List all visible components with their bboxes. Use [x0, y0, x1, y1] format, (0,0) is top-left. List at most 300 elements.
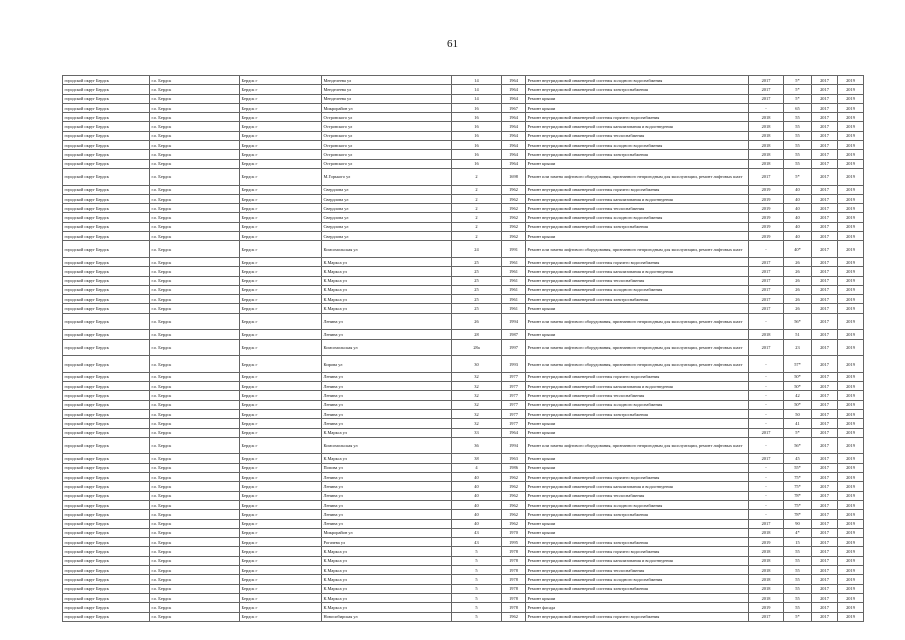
table-row [63, 76, 864, 85]
district-cell: г.о. Бердск [150, 547, 240, 556]
planned-year-cell: - [749, 382, 784, 391]
wear-cell: 75* [784, 482, 812, 491]
end-year-cell: 2019 [838, 122, 864, 131]
end-year-cell: 2019 [838, 538, 864, 547]
build-year-cell: 1995 [502, 538, 526, 547]
house-number-cell: 32 [452, 419, 502, 428]
street-cell: Менделеева ул [322, 76, 452, 85]
end-year-cell: 2019 [838, 575, 864, 584]
district-cell: г.о. Бердск [150, 566, 240, 575]
start-year-cell: 2017 [812, 141, 838, 150]
municipality-cell: городской округ Бердск [63, 213, 150, 222]
work-type-cell: Ремонт фасада [526, 603, 749, 612]
street-cell: Рогачева ул [322, 538, 452, 547]
work-type-cell: Ремонт крыши [526, 304, 749, 313]
start-year-cell: 2017 [812, 428, 838, 437]
end-year-cell: 2019 [838, 510, 864, 519]
house-number-cell: 14 [452, 94, 502, 103]
planned-year-cell: - [749, 491, 784, 500]
settlement-cell: Бердск г [240, 428, 322, 437]
end-year-cell: 2019 [838, 276, 864, 285]
street-cell: Менделеева ул [322, 94, 452, 103]
wear-cell: 5* [784, 85, 812, 94]
municipality-cell: городской округ Бердск [63, 168, 150, 185]
start-year-cell: 2017 [812, 285, 838, 294]
start-year-cell: 2017 [812, 482, 838, 491]
wear-cell: 5* [784, 428, 812, 437]
district-cell: г.о. Бердск [150, 454, 240, 463]
table-row [63, 382, 864, 391]
planned-year-cell: 2017 [749, 519, 784, 528]
end-year-cell: 2019 [838, 419, 864, 428]
end-year-cell: 2019 [838, 547, 864, 556]
table-row [63, 491, 864, 500]
build-year-cell: 1964 [502, 131, 526, 140]
start-year-cell: 2017 [812, 491, 838, 500]
settlement-cell: Бердск г [240, 603, 322, 612]
district-cell: г.о. Бердск [150, 356, 240, 373]
table-row [63, 232, 864, 241]
planned-year-cell: 2017 [749, 612, 784, 621]
build-year-cell: 1978 [502, 584, 526, 593]
house-number-cell: 5 [452, 584, 502, 593]
street-cell: К.Маркса ул [322, 593, 452, 602]
wear-cell: 50* [784, 400, 812, 409]
build-year-cell: 1997 [502, 339, 526, 356]
wear-cell: 50* [784, 382, 812, 391]
municipality-cell: городской округ Бердск [63, 159, 150, 168]
wear-cell: 55 [784, 556, 812, 565]
start-year-cell: 2017 [812, 339, 838, 356]
build-year-cell: 1961 [502, 285, 526, 294]
settlement-cell: Бердск г [240, 419, 322, 428]
settlement-cell: Бердск г [240, 141, 322, 150]
start-year-cell: 2017 [812, 356, 838, 373]
start-year-cell: 2017 [812, 276, 838, 285]
wear-cell: 75* [784, 500, 812, 509]
wear-cell: 41 [784, 419, 812, 428]
municipality-cell: городской округ Бердск [63, 257, 150, 266]
start-year-cell: 2017 [812, 437, 838, 454]
end-year-cell: 2019 [838, 257, 864, 266]
district-cell: г.о. Бердск [150, 194, 240, 203]
start-year-cell: 2017 [812, 603, 838, 612]
district-cell: г.о. Бердск [150, 400, 240, 409]
municipality-cell: городской округ Бердск [63, 372, 150, 381]
settlement-cell: Бердск г [240, 473, 322, 482]
work-type-cell: Ремонт крыши [526, 519, 749, 528]
start-year-cell: 2017 [812, 463, 838, 472]
wear-cell: 15 [784, 538, 812, 547]
work-type-cell: Ремонт крыши [526, 330, 749, 339]
municipality-cell: городской округ Бердск [63, 419, 150, 428]
work-type-cell: Ремонт внутридомовой инженерной системы канализования и водоотведения [526, 482, 749, 491]
end-year-cell: 2019 [838, 313, 864, 330]
settlement-cell: Бердск г [240, 194, 322, 203]
street-cell: К.Маркса ул [322, 556, 452, 565]
street-cell: Свердлова ул [322, 222, 452, 231]
start-year-cell: 2017 [812, 330, 838, 339]
house-number-cell: 25 [452, 304, 502, 313]
house-number-cell: 40 [452, 473, 502, 482]
table-row [63, 400, 864, 409]
work-type-cell: Ремонт крыши [526, 232, 749, 241]
settlement-cell: Бердск г [240, 185, 322, 194]
wear-cell: 42 [784, 391, 812, 400]
table-row [63, 313, 864, 330]
wear-cell: 40 [784, 222, 812, 231]
street-cell: Микрорайон ул [322, 103, 452, 112]
settlement-cell: Бердск г [240, 113, 322, 122]
planned-year-cell: 2018 [749, 131, 784, 140]
house-number-cell: 2 [452, 213, 502, 222]
municipality-cell: городской округ Бердск [63, 185, 150, 194]
end-year-cell: 2019 [838, 463, 864, 472]
table-body [63, 76, 864, 622]
start-year-cell: 2017 [812, 222, 838, 231]
planned-year-cell: 2017 [749, 76, 784, 85]
municipality-cell: городской округ Бердск [63, 603, 150, 612]
build-year-cell: 1961 [502, 295, 526, 304]
planned-year-cell: - [749, 241, 784, 258]
district-cell: г.о. Бердск [150, 330, 240, 339]
build-year-cell: 1962 [502, 232, 526, 241]
end-year-cell: 2019 [838, 556, 864, 565]
settlement-cell: Бердск г [240, 131, 322, 140]
settlement-cell: Бердск г [240, 593, 322, 602]
wear-cell: 55 [784, 122, 812, 131]
start-year-cell: 2017 [812, 131, 838, 140]
planned-year-cell: 2017 [749, 276, 784, 285]
municipality-cell: городской округ Бердск [63, 241, 150, 258]
street-cell: Ленина ул [322, 382, 452, 391]
build-year-cell: 1977 [502, 372, 526, 381]
wear-cell: 40 [784, 204, 812, 213]
municipality-cell: городской округ Бердск [63, 528, 150, 537]
wear-cell: 65 [784, 103, 812, 112]
work-type-cell: Ремонт внутридомовой инженерной системы канализования и водоотведения [526, 267, 749, 276]
table-row [63, 409, 864, 418]
end-year-cell: 2019 [838, 330, 864, 339]
start-year-cell: 2017 [812, 584, 838, 593]
planned-year-cell: - [749, 356, 784, 373]
planned-year-cell: 2018 [749, 113, 784, 122]
house-number-cell: 16 [452, 122, 502, 131]
work-type-cell: Ремонт внутридомовой инженерной системы холодного водоснабжения [526, 141, 749, 150]
district-cell: г.о. Бердск [150, 391, 240, 400]
house-number-cell: 16 [452, 103, 502, 112]
end-year-cell: 2019 [838, 356, 864, 373]
house-number-cell: 33 [452, 428, 502, 437]
street-cell: Ленина ул [322, 330, 452, 339]
district-cell: г.о. Бердск [150, 409, 240, 418]
table-row [63, 528, 864, 537]
settlement-cell: Бердск г [240, 538, 322, 547]
district-cell: г.о. Бердск [150, 575, 240, 584]
house-number-cell: 28 [452, 330, 502, 339]
build-year-cell: 1977 [502, 419, 526, 428]
settlement-cell: Бердск г [240, 372, 322, 381]
street-cell: Ленина ул [322, 419, 452, 428]
end-year-cell: 2019 [838, 131, 864, 140]
start-year-cell: 2017 [812, 500, 838, 509]
planned-year-cell: 2019 [749, 213, 784, 222]
municipality-cell: городской округ Бердск [63, 222, 150, 231]
planned-year-cell: 2017 [749, 168, 784, 185]
end-year-cell: 2019 [838, 603, 864, 612]
build-year-cell: 1978 [502, 547, 526, 556]
wear-cell: 5* [784, 94, 812, 103]
table-row [63, 437, 864, 454]
end-year-cell: 2019 [838, 566, 864, 575]
table-row [63, 566, 864, 575]
wear-cell: 55* [784, 463, 812, 472]
municipality-cell: городской округ Бердск [63, 566, 150, 575]
table-row [63, 222, 864, 231]
house-number-cell: 40 [452, 482, 502, 491]
build-year-cell: 1964 [502, 141, 526, 150]
work-type-cell: Ремонт внутридомовой инженерной системы горячего водоснабжения [526, 612, 749, 621]
planned-year-cell: - [749, 103, 784, 112]
wear-cell: 55 [784, 141, 812, 150]
planned-year-cell: - [749, 400, 784, 409]
house-number-cell: 32 [452, 391, 502, 400]
municipality-cell: городской округ Бердск [63, 232, 150, 241]
municipality-cell: городской округ Бердск [63, 94, 150, 103]
table-row [63, 185, 864, 194]
street-cell: К.Маркса ул [322, 257, 452, 266]
house-number-cell: 2 [452, 194, 502, 203]
municipality-cell: городской округ Бердск [63, 356, 150, 373]
street-cell: Ленина ул [322, 409, 452, 418]
street-cell: Островского ул [322, 141, 452, 150]
work-type-cell: Ремонт внутридомовой инженерной системы холодного водоснабжения [526, 213, 749, 222]
house-number-cell: 5 [452, 566, 502, 575]
street-cell: Новосибирская ул [322, 612, 452, 621]
house-number-cell: 2 [452, 185, 502, 194]
work-type-cell: Ремонт крыши [526, 454, 749, 463]
wear-cell: 26 [784, 267, 812, 276]
build-year-cell: 1962 [502, 185, 526, 194]
build-year-cell: 1963 [502, 454, 526, 463]
build-year-cell: 1964 [502, 159, 526, 168]
settlement-cell: Бердск г [240, 356, 322, 373]
table-row [63, 194, 864, 203]
planned-year-cell: 2019 [749, 222, 784, 231]
municipality-cell: городской округ Бердск [63, 76, 150, 85]
house-number-cell: 16 [452, 113, 502, 122]
house-number-cell: 2 [452, 222, 502, 231]
start-year-cell: 2017 [812, 575, 838, 584]
municipality-cell: городской округ Бердск [63, 400, 150, 409]
wear-cell: 55 [784, 131, 812, 140]
planned-year-cell: 2019 [749, 232, 784, 241]
work-type-cell: Ремонт внутридомовой инженерной системы холодного водоснабжения [526, 500, 749, 509]
settlement-cell: Бердск г [240, 276, 322, 285]
build-year-cell: 1962 [502, 204, 526, 213]
build-year-cell: 1964 [502, 85, 526, 94]
build-year-cell: 1962 [502, 510, 526, 519]
municipality-cell: городской округ Бердск [63, 491, 150, 500]
district-cell: г.о. Бердск [150, 267, 240, 276]
table-row [63, 159, 864, 168]
street-cell: К.Маркса ул [322, 566, 452, 575]
street-cell: К.Маркса ул [322, 304, 452, 313]
start-year-cell: 2017 [812, 400, 838, 409]
municipality-cell: городской округ Бердск [63, 482, 150, 491]
house-number-cell: 5 [452, 575, 502, 584]
work-type-cell: Ремонт внутридомовой инженерной системы теплоснабжения [526, 276, 749, 285]
build-year-cell: 1698 [502, 168, 526, 185]
start-year-cell: 2017 [812, 612, 838, 621]
municipality-cell: городской округ Бердск [63, 593, 150, 602]
street-cell: Комсомольская ул [322, 437, 452, 454]
district-cell: г.о. Бердск [150, 372, 240, 381]
wear-cell: 26 [784, 276, 812, 285]
end-year-cell: 2019 [838, 213, 864, 222]
wear-cell: 55 [784, 575, 812, 584]
municipality-cell: городской округ Бердск [63, 276, 150, 285]
wear-cell: 23 [784, 339, 812, 356]
house-number-cell: 16 [452, 131, 502, 140]
end-year-cell: 2019 [838, 267, 864, 276]
house-number-cell: 4 [452, 463, 502, 472]
municipality-cell: городской округ Бердск [63, 204, 150, 213]
build-year-cell: 1964 [502, 94, 526, 103]
end-year-cell: 2019 [838, 428, 864, 437]
municipality-cell: городской округ Бердск [63, 304, 150, 313]
table-row [63, 454, 864, 463]
end-year-cell: 2019 [838, 222, 864, 231]
wear-cell: 55 [784, 150, 812, 159]
work-type-cell: Ремонт внутридомовой инженерной системы горячего водоснабжения [526, 257, 749, 266]
municipality-cell: городской округ Бердск [63, 428, 150, 437]
street-cell: Островского ул [322, 113, 452, 122]
planned-year-cell: - [749, 463, 784, 472]
district-cell: г.о. Бердск [150, 295, 240, 304]
planned-year-cell: 2017 [749, 285, 784, 294]
street-cell: К.Маркса ул [322, 575, 452, 584]
settlement-cell: Бердск г [240, 575, 322, 584]
start-year-cell: 2017 [812, 232, 838, 241]
planned-year-cell: 2017 [749, 295, 784, 304]
planned-year-cell: 2017 [749, 454, 784, 463]
work-type-cell: Ремонт внутридомовой инженерной системы горячего водоснабжения [526, 113, 749, 122]
settlement-cell: Бердск г [240, 285, 322, 294]
planned-year-cell: 2019 [749, 538, 784, 547]
house-number-cell: 32 [452, 409, 502, 418]
end-year-cell: 2019 [838, 241, 864, 258]
start-year-cell: 2017 [812, 257, 838, 266]
municipality-cell: городской округ Бердск [63, 575, 150, 584]
district-cell: г.о. Бердск [150, 538, 240, 547]
table-row [63, 372, 864, 381]
start-year-cell: 2017 [812, 304, 838, 313]
table-row [63, 113, 864, 122]
work-type-cell: Ремонт внутридомовой инженерной системы холодного водоснабжения [526, 575, 749, 584]
end-year-cell: 2019 [838, 528, 864, 537]
end-year-cell: 2019 [838, 141, 864, 150]
district-cell: г.о. Бердск [150, 556, 240, 565]
work-type-cell: Ремонт крыши [526, 159, 749, 168]
municipality-cell: городской округ Бердск [63, 519, 150, 528]
municipality-cell: городской округ Бердск [63, 463, 150, 472]
start-year-cell: 2017 [812, 267, 838, 276]
build-year-cell: 1978 [502, 556, 526, 565]
planned-year-cell: - [749, 409, 784, 418]
street-cell: К.Маркса ул [322, 454, 452, 463]
work-type-cell: Ремонт внутридомовой инженерной системы канализования и водоотведения [526, 556, 749, 565]
district-cell: г.о. Бердск [150, 473, 240, 482]
district-cell: г.о. Бердск [150, 185, 240, 194]
start-year-cell: 2017 [812, 213, 838, 222]
planned-year-cell: 2017 [749, 85, 784, 94]
end-year-cell: 2019 [838, 409, 864, 418]
settlement-cell: Бердск г [240, 257, 322, 266]
wear-cell: 26 [784, 257, 812, 266]
start-year-cell: 2017 [812, 528, 838, 537]
build-year-cell: 1964 [502, 76, 526, 85]
table-row [63, 584, 864, 593]
settlement-cell: Бердск г [240, 159, 322, 168]
municipality-cell: городской округ Бердск [63, 295, 150, 304]
planned-year-cell: - [749, 419, 784, 428]
start-year-cell: 2017 [812, 241, 838, 258]
build-year-cell: 1962 [502, 612, 526, 621]
wear-cell: 40* [784, 241, 812, 258]
street-cell: Ленина ул [322, 510, 452, 519]
table-row [63, 122, 864, 131]
work-type-cell: Ремонт крыши [526, 103, 749, 112]
planned-year-cell: 2019 [749, 204, 784, 213]
settlement-cell: Бердск г [240, 295, 322, 304]
house-number-cell: 2 [452, 204, 502, 213]
district-cell: г.о. Бердск [150, 213, 240, 222]
municipality-cell: городской округ Бердск [63, 584, 150, 593]
settlement-cell: Бердск г [240, 566, 322, 575]
table-row [63, 257, 864, 266]
build-year-cell: 1964 [502, 113, 526, 122]
street-cell: Микрорайон ул [322, 528, 452, 537]
street-cell: К.Маркса ул [322, 547, 452, 556]
street-cell: Кирова ул [322, 356, 452, 373]
district-cell: г.о. Бердск [150, 510, 240, 519]
street-cell: Островского ул [322, 131, 452, 140]
build-year-cell: 1977 [502, 400, 526, 409]
planned-year-cell: 2019 [749, 603, 784, 612]
settlement-cell: Бердск г [240, 454, 322, 463]
work-type-cell: Ремонт крыши [526, 463, 749, 472]
build-year-cell: 1977 [502, 382, 526, 391]
planned-year-cell: 2018 [749, 593, 784, 602]
work-type-cell: Ремонт внутридомовой инженерной системы теплоснабжения [526, 566, 749, 575]
table-row [63, 339, 864, 356]
municipality-cell: городской округ Бердск [63, 454, 150, 463]
district-cell: г.о. Бердск [150, 159, 240, 168]
end-year-cell: 2019 [838, 232, 864, 241]
table-row [63, 103, 864, 112]
house-number-cell: 25 [452, 267, 502, 276]
house-number-cell: 24 [452, 241, 502, 258]
start-year-cell: 2017 [812, 313, 838, 330]
table-row [63, 428, 864, 437]
wear-cell: 26 [784, 304, 812, 313]
municipality-cell: городской округ Бердск [63, 556, 150, 565]
work-type-cell: Ремонт крыши [526, 94, 749, 103]
district-cell: г.о. Бердск [150, 612, 240, 621]
wear-cell: 4* [784, 528, 812, 537]
start-year-cell: 2017 [812, 204, 838, 213]
